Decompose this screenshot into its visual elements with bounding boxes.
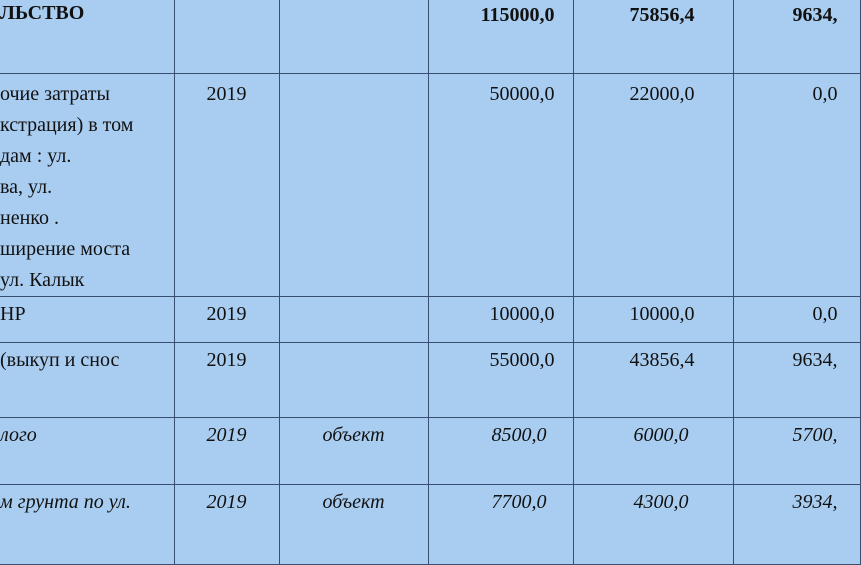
- unit-text: объект: [322, 423, 385, 446]
- year-cell: [174, 417, 279, 484]
- value2-text: 10000,0: [629, 302, 695, 325]
- value3-text: 9634,: [792, 4, 838, 26]
- value1-text: 115000,0: [480, 4, 555, 26]
- value1-cell: [428, 484, 573, 564]
- row-name-line: ширение моста: [0, 237, 131, 260]
- value2-cell: [573, 0, 733, 73]
- table-row: [0, 484, 860, 564]
- value2-cell: [573, 342, 733, 417]
- year-text: 2019: [206, 348, 247, 371]
- value3-cell: [733, 484, 860, 564]
- value3-cell: [733, 296, 860, 342]
- value1-cell: [428, 0, 573, 73]
- table-row: [0, 342, 860, 417]
- value2-cell: [573, 484, 733, 564]
- row-name-cell: [0, 296, 174, 342]
- value1-cell: [428, 342, 573, 417]
- row-name-line: ЛЬСТВО: [0, 2, 85, 24]
- value1-cell: [428, 296, 573, 342]
- value2-text: 4300,0: [633, 490, 689, 513]
- table-row: [0, 296, 860, 342]
- value1-text: 50000,0: [489, 82, 555, 105]
- row-name-line: дам : ул.: [0, 144, 72, 167]
- value3-text: 5700,: [792, 423, 838, 446]
- value1-text: 8500,0: [491, 423, 547, 446]
- value3-cell: [733, 342, 860, 417]
- row-name-cell: [0, 73, 174, 296]
- value2-text: 6000,0: [633, 423, 689, 446]
- unit-cell: [279, 0, 428, 73]
- table-row: [0, 0, 860, 73]
- year-cell: [174, 484, 279, 564]
- row-name-line: НР: [0, 302, 26, 325]
- year-text: 2019: [206, 302, 247, 325]
- year-cell: [174, 73, 279, 296]
- value3-cell: [733, 0, 860, 73]
- unit-cell: [279, 73, 428, 296]
- value2-text: 43856,4: [629, 348, 695, 371]
- row-name-cell: [0, 484, 174, 564]
- row-name-line: ул. Калык: [0, 268, 85, 291]
- row-name-cell: [0, 0, 174, 73]
- value2-text: 22000,0: [629, 82, 695, 105]
- table-row: [0, 73, 860, 296]
- unit-cell: [279, 296, 428, 342]
- row-name-cell: [0, 342, 174, 417]
- year-text: 2019: [206, 490, 247, 513]
- year-cell: [174, 342, 279, 417]
- year-text: 2019: [206, 423, 247, 446]
- table-row: [0, 417, 860, 484]
- value2-cell: [573, 73, 733, 296]
- value3-cell: [733, 417, 860, 484]
- value3-text: 3934,: [792, 490, 838, 513]
- value1-text: 55000,0: [489, 348, 555, 371]
- value3-text: 0,0: [812, 82, 838, 105]
- row-name-line: м грунта по ул.: [0, 490, 131, 513]
- year-cell: [174, 296, 279, 342]
- unit-cell: [279, 417, 428, 484]
- year-text: 2019: [206, 82, 247, 105]
- value3-text: 0,0: [812, 302, 838, 325]
- row-name-line: (выкуп и снос: [0, 348, 120, 371]
- unit-cell: [279, 342, 428, 417]
- value2-cell: [573, 296, 733, 342]
- value1-text: 10000,0: [489, 302, 555, 325]
- row-name-line: ненко .: [0, 206, 59, 229]
- row-name-line: очие затраты: [0, 82, 110, 105]
- value1-text: 7700,0: [491, 490, 547, 513]
- value2-cell: [573, 417, 733, 484]
- value2-text: 75856,4: [629, 4, 695, 26]
- year-cell: [174, 0, 279, 73]
- unit-cell: [279, 484, 428, 564]
- row-name-line: кстрация) в том: [0, 113, 134, 136]
- value3-text: 9634,: [792, 348, 838, 371]
- row-name-line: ва, ул.: [0, 175, 53, 198]
- row-name-cell: [0, 417, 174, 484]
- value1-cell: [428, 73, 573, 296]
- row-name-line: лого: [0, 423, 37, 446]
- unit-text: объект: [322, 490, 385, 513]
- value3-cell: [733, 73, 860, 296]
- value1-cell: [428, 417, 573, 484]
